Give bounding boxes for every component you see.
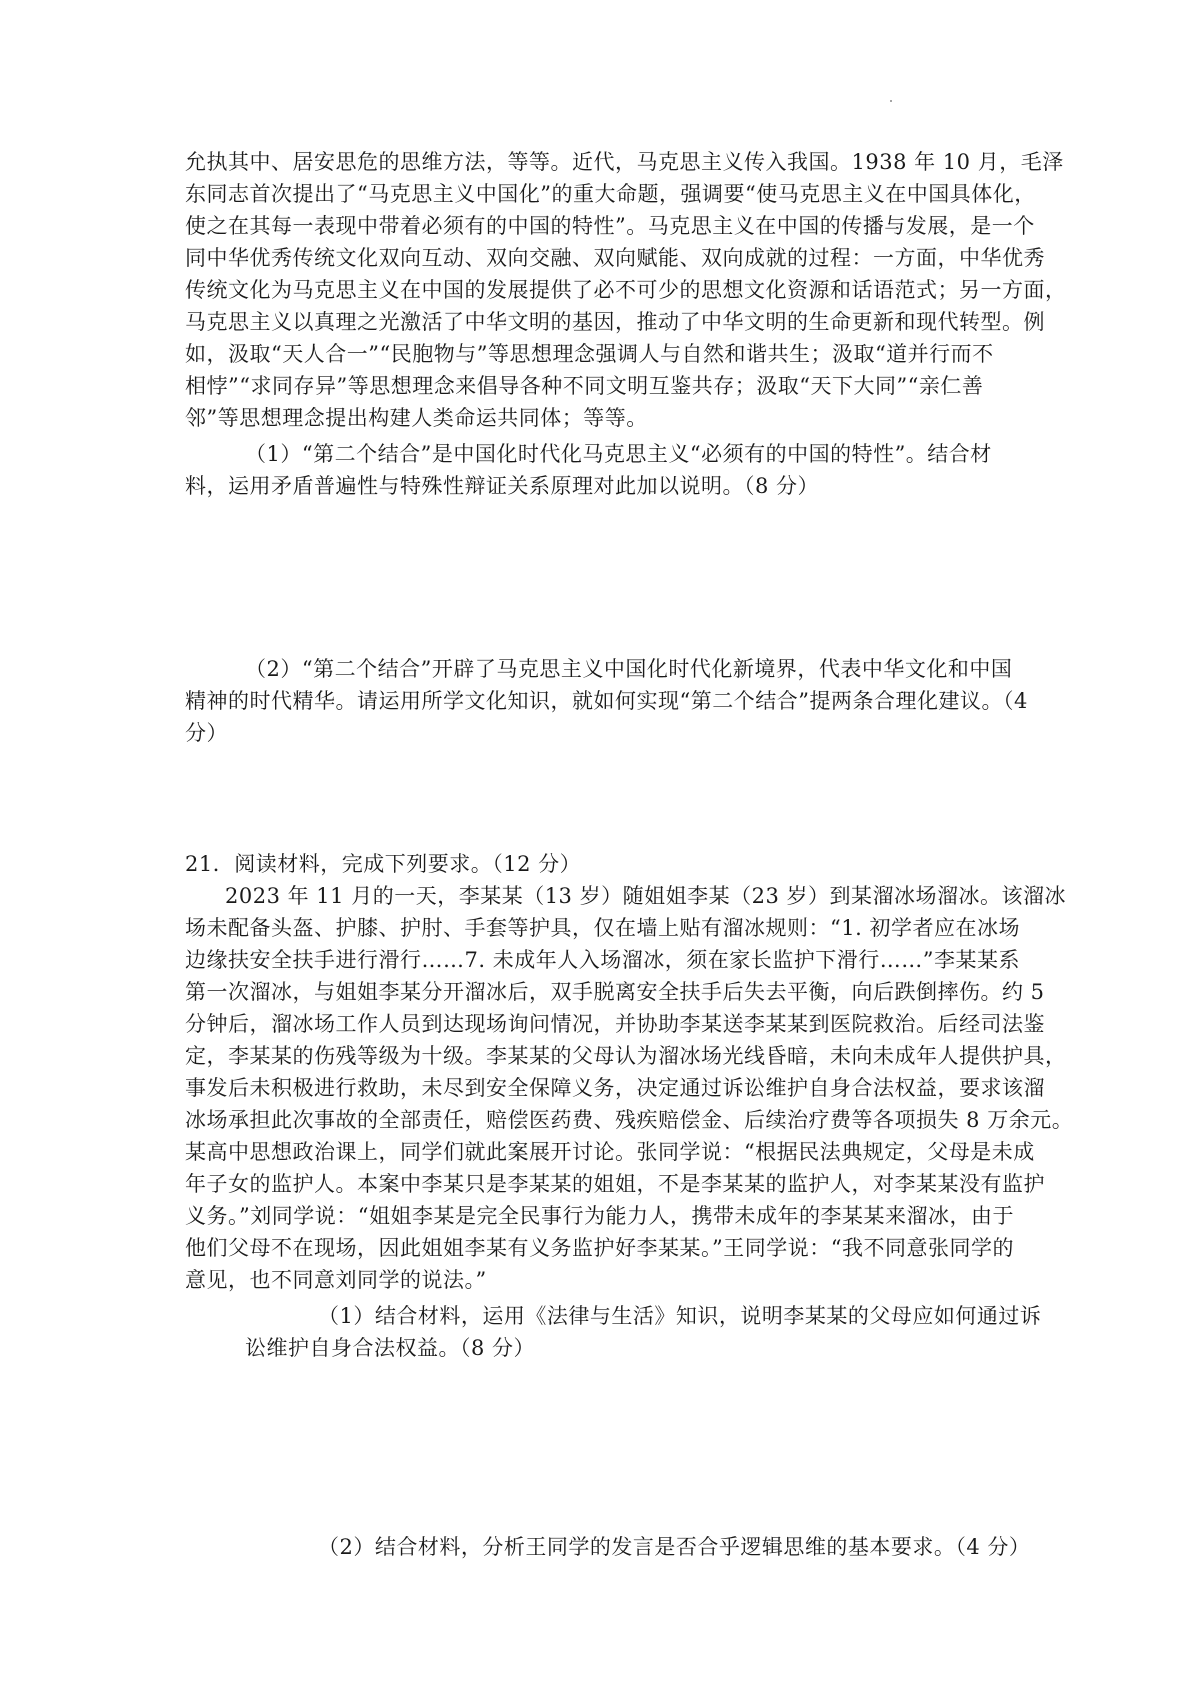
material-text: 第一次溜冰，与姐姐李某分开溜冰后，双手脱离安全扶手后失去平衡，向后跌倒摔伤。约 5	[185, 980, 1045, 1004]
text-line: 如，汲取“天人合一”“民胞物与”等思想理念强调人与自然和谐共生；汲取“道并行而不	[185, 342, 994, 366]
material-text: 场未配备头盔、护膝、护肘、手套等护具，仅在墙上贴有溜冰规则：“1. 初学者应在冰场	[185, 916, 1020, 940]
question-20-2-cont: 分）	[185, 721, 228, 745]
question-20-2: （2）“第二个结合”开辟了马克思主义中国化时代化新境界，代表中华文化和中国	[245, 657, 1013, 681]
material-text: 年子女的监护人。本案中李某只是李某某的姐姐，不是李某某的监护人，对李某某没有监护	[185, 1172, 1045, 1196]
material-text: 边缘扶安全扶手进行滑行……7. 未成年人入场溜冰，须在家长监护下滑行……”李某某系	[185, 948, 1020, 972]
text-line: 使之在其每一表现中带着必须有的中国的特性”。马克思主义在中国的传播与发展，是一个	[185, 214, 1035, 238]
text-line: 东同志首次提出了“马克思主义中国化”的重大命题，强调要“使马克思主义在中国具体化，	[185, 182, 1036, 206]
material-text: 2023 年 11 月的一天，李某某（13 岁）随姐姐李某（23 岁）到某溜冰场溜冰。该溜冰	[225, 884, 1066, 908]
question-21-2: （2）结合材料，分析王同学的发言是否合乎逻辑思维的基本要求。（4 分）	[318, 1535, 1031, 1559]
text-line: 同中华优秀传统文化双向互动、双向交融、双向赋能、双向成就的过程：一方面，中华优秀	[185, 246, 1045, 270]
question-20-2-cont: 精神的时代精华。请运用所学文化知识，就如何实现“第二个结合”提两条合理化建议。（4	[185, 689, 1028, 713]
question-21-1-cont: 讼维护自身合法权益。（8 分）	[245, 1336, 536, 1360]
material-text: 意见，也不同意刘同学的说法。”	[185, 1268, 487, 1292]
scan-speck	[890, 100, 892, 102]
question-21-1: （1）结合材料，运用《法律与生活》知识，说明李某某的父母应如何通过诉	[318, 1304, 1042, 1328]
material-text: 定，李某某的伤残等级为十级。李某某的父母认为溜冰场光线昏暗，未向未成年人提供护具，	[185, 1044, 1067, 1068]
question-20-1: （1）“第二个结合”是中国化时代化马克思主义“必须有的中国的特性”。结合材	[245, 442, 992, 466]
question-21-heading: 21．阅读材料，完成下列要求。（12 分）	[185, 852, 582, 876]
text-line: 邻”等思想理念提出构建人类命运共同体；等等。	[185, 406, 648, 430]
text-line: 传统文化为马克思主义在中国的发展提供了必不可少的思想文化资源和话语范式；另一方面，	[185, 278, 1067, 302]
material-text: 义务。”刘同学说：“姐姐李某是完全民事行为能力人，携带未成年的李某某来溜冰，由于	[185, 1204, 1014, 1228]
material-text: 某高中思想政治课上，同学们就此案展开讨论。张同学说：“根据民法典规定，父母是未成	[185, 1140, 1035, 1164]
text-line: 相悖”“求同存异”等思想理念来倡导各种不同文明互鉴共存；汲取“天下大同”“亲仁善	[185, 374, 984, 398]
question-20-1-cont: 料，运用矛盾普遍性与特殊性辩证关系原理对此加以说明。（8 分）	[185, 474, 820, 498]
material-text: 冰场承担此次事故的全部责任，赔偿医药费、残疾赔偿金、后续治疗费等各项损失 8 万余元。	[185, 1108, 1074, 1132]
text-line: 允执其中、居安思危的思维方法，等等。近代，马克思主义传入我国。1938 年 10 月，毛泽	[185, 150, 1064, 174]
text-line: 马克思主义以真理之光激活了中华文明的基因，推动了中华文明的生命更新和现代转型。例	[185, 310, 1045, 334]
material-text: 分钟后，溜冰场工作人员到达现场询问情况，并协助李某送李某某到医院救治。后经司法鉴	[185, 1012, 1045, 1036]
material-text: 他们父母不在现场，因此姐姐李某有义务监护好李某某。”王同学说：“我不同意张同学的	[185, 1236, 1014, 1260]
material-text: 事发后未积极进行救助，未尽到安全保障义务，决定通过诉讼维护自身合法权益，要求该溜	[185, 1076, 1045, 1100]
